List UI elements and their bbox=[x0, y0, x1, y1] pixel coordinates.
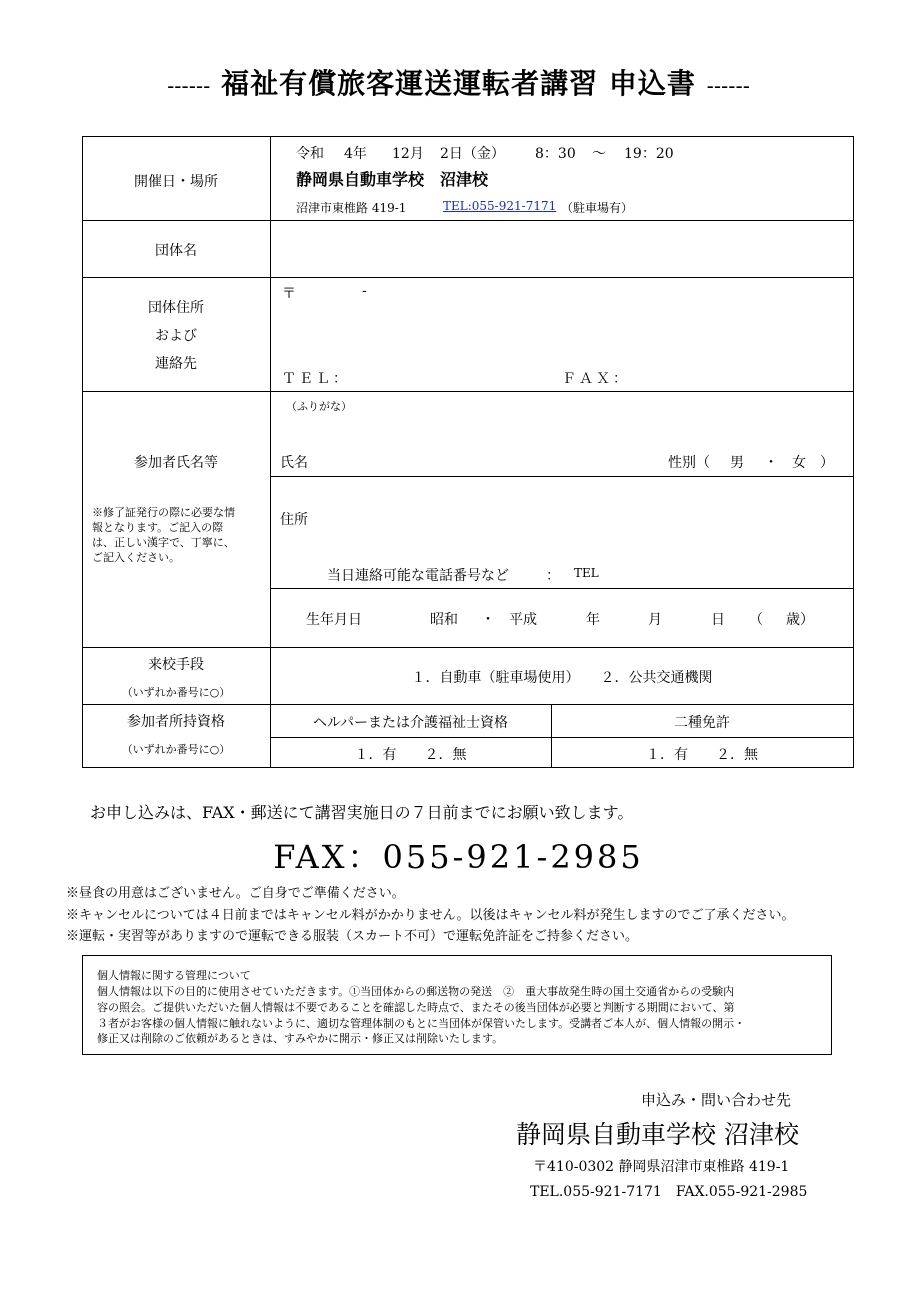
birth-age-open: （ bbox=[749, 612, 763, 628]
privacy-line-3: ３者がお客様の個人情報に触れないように、適切な管理体制のもとに当団体が保管いたします。受講者ご本人が、個人情報の開示・ bbox=[97, 1017, 746, 1030]
transport-options[interactable]: １．自動車（駐車場使用） ２．公共交通機関 bbox=[411, 670, 713, 686]
group-name-label: 団体名 bbox=[155, 243, 197, 259]
qualification-license-label: 二種免許 bbox=[674, 715, 730, 731]
note-cancel: ※キャンセルについては４日前まではキャンセル料がかかりません。以後はキャンセル料が発生しますのでご了承ください。 bbox=[66, 908, 795, 923]
date-month: 12月 bbox=[392, 146, 424, 162]
venue-tel-link[interactable]: TEL:055-921-7171 bbox=[443, 199, 557, 213]
postal-mark: 〒 bbox=[282, 286, 296, 302]
birth-month: 月 bbox=[648, 612, 662, 628]
birth-age: 歳） bbox=[786, 612, 814, 628]
contact-heading: 申込み・問い合わせ先 bbox=[641, 1091, 792, 1109]
privacy-line-4: 修正又は削除のご依頼があるときは、すみやかに開示・修正又は削除いたします。 bbox=[97, 1032, 504, 1045]
contact-school-name: 静岡県自動車学校 沼津校 bbox=[516, 1120, 799, 1149]
phone-colon: ： bbox=[546, 568, 560, 584]
birth-heisei[interactable]: 平成 bbox=[509, 612, 537, 628]
name-field[interactable] bbox=[320, 420, 650, 470]
participant-label: 参加者氏名等 bbox=[134, 455, 218, 471]
contact-address: 〒410-0302 静岡県沼津市東椎路 419-1 bbox=[533, 1159, 790, 1175]
title-dash-left: ------ bbox=[167, 74, 211, 98]
qualification-hint: （いずれか番号に○） bbox=[121, 743, 231, 756]
page-title bbox=[0, 62, 917, 102]
time-end: 19：20 bbox=[624, 146, 674, 162]
note-attire: ※運転・実習等がありますので運転できる服装（スカート不可）で運転免許証をご持参ください。 bbox=[66, 929, 639, 944]
tel-label: ＴＥＬ： bbox=[282, 371, 350, 387]
qualification-label: 参加者所持資格 bbox=[127, 714, 225, 730]
title-main: 福祉有償旅客運送運転者講習 申込書 bbox=[221, 67, 696, 100]
participant-note-2: 報となります。ご記入の際 bbox=[92, 521, 224, 534]
participant-note-3: は、正しい漢字で、丁寧に、 bbox=[92, 536, 235, 549]
group-address-field[interactable] bbox=[300, 280, 850, 360]
group-address-label-3: 連絡先 bbox=[155, 356, 197, 372]
gender-female[interactable]: 女 bbox=[792, 455, 806, 471]
fax-label: ＦＡＸ： bbox=[562, 371, 630, 387]
phone-label: 当日連絡可能な電話番号など bbox=[327, 568, 509, 584]
gender-male[interactable]: 男 bbox=[730, 455, 744, 471]
phone-field[interactable] bbox=[610, 560, 850, 584]
date-year: 4年 bbox=[344, 146, 367, 162]
fax-number-large: FAX：055-921-2985 bbox=[273, 838, 644, 876]
transport-label: 来校手段 bbox=[148, 657, 204, 673]
group-address-label-2: および bbox=[155, 328, 197, 344]
time-start: 8：30 bbox=[535, 146, 576, 162]
qualification-license-options[interactable]: １．有 ２．無 bbox=[646, 747, 758, 763]
contact-phones: TEL.055-921-7171 FAX.055-921-2985 bbox=[530, 1184, 808, 1200]
venue-name: 静岡県自動車学校 沼津校 bbox=[296, 170, 489, 189]
venue-address: 沼津市東椎路 419-1 bbox=[296, 201, 407, 215]
address-label: 住所 bbox=[280, 512, 308, 528]
participant-note-4: ご記入ください。 bbox=[92, 551, 180, 564]
gender-dot: ・ bbox=[764, 455, 778, 471]
group-name-field[interactable] bbox=[272, 222, 852, 276]
group-address-label-1: 団体住所 bbox=[148, 300, 204, 316]
phone-tel-label: TEL bbox=[574, 566, 599, 580]
privacy-heading: 個人情報に関する管理について bbox=[97, 969, 251, 982]
furigana-label: （ふりがな） bbox=[286, 400, 352, 413]
name-label: 氏名 bbox=[280, 455, 308, 471]
venue-label: 開催日・場所 bbox=[134, 174, 218, 190]
qualification-helper-label: ヘルパーまたは介護福祉士資格 bbox=[312, 715, 509, 731]
date-day: 2日（金） bbox=[440, 146, 505, 162]
title-dash-right: ------ bbox=[706, 74, 750, 98]
birth-year: 年 bbox=[586, 612, 600, 628]
privacy-line-1: 個人情報は以下の目的に使用させていただきます。①当団体からの郵送物の発送 ② 重大事故発生時の国土交通省からの受験内 bbox=[97, 985, 735, 998]
birth-label: 生年月日 bbox=[306, 612, 362, 628]
deadline-text: お申し込みは、FAX・郵送にて講習実施日の７日前までにお願い致します。 bbox=[90, 803, 634, 822]
birth-dot: ・ bbox=[481, 612, 495, 628]
time-tilde: 〜 bbox=[592, 146, 606, 162]
note-lunch: ※昼食の用意はございません。ご自身でご準備ください。 bbox=[66, 886, 405, 901]
birth-day: 日 bbox=[711, 612, 725, 628]
birth-showa[interactable]: 昭和 bbox=[430, 612, 458, 628]
transport-hint: （いずれか番号に○） bbox=[121, 686, 231, 699]
date-era: 令和 bbox=[296, 146, 324, 162]
gender-close: ） bbox=[820, 455, 834, 471]
gender-label: 性別（ bbox=[668, 455, 710, 471]
postal-dash: - bbox=[362, 283, 367, 299]
qualification-helper-options[interactable]: １．有 ２．無 bbox=[354, 747, 467, 763]
venue-parking: （駐車場有） bbox=[561, 201, 634, 215]
privacy-line-2: 容の照会。ご提供いただいた個人情報は不要であることを確認した時点で、またその後当団体が必要と判断する期間において、第 bbox=[97, 1001, 735, 1014]
privacy-notice-box bbox=[82, 955, 832, 1055]
participant-note-1: ※修了証発行の際に必要な情 bbox=[92, 506, 235, 519]
address-field[interactable] bbox=[320, 490, 840, 540]
